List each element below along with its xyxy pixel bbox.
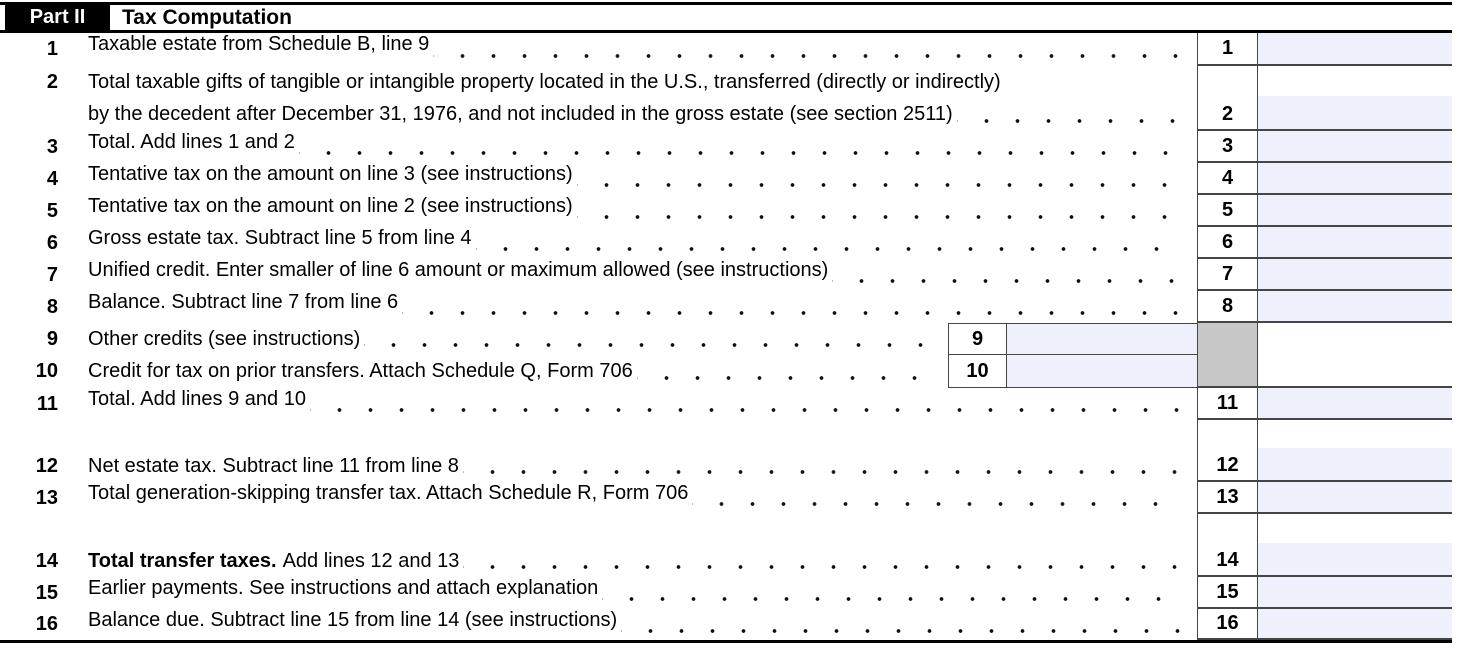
line-1-number: 1	[46, 38, 58, 60]
line-4-amount-field[interactable]	[1258, 163, 1452, 195]
line-3-description: Total. Add lines 1 and 2	[88, 131, 295, 153]
table-row-line-3	[0, 131, 1452, 163]
line-16-number: 16	[35, 613, 58, 635]
line-14-amount-field[interactable]	[1258, 514, 1452, 577]
part-label: Part II	[5, 2, 110, 33]
table-row-line-14	[0, 514, 1452, 577]
part-title: Tax Computation	[122, 5, 292, 29]
table-row-line-2	[0, 66, 1452, 131]
line-12-number: 12	[35, 454, 58, 477]
line-12-amount-field[interactable]	[1258, 420, 1452, 482]
line-7-amount-field[interactable]	[1258, 259, 1452, 291]
line-13-number: 13	[35, 486, 58, 509]
dot-leader	[577, 163, 1181, 195]
line-9-description: Other credits (see instructions)	[88, 327, 361, 350]
dot-leader	[602, 577, 1181, 609]
line-2-number: 2	[46, 70, 58, 93]
dot-leader	[832, 259, 1181, 291]
line-3-amount-field[interactable]	[1258, 131, 1452, 163]
line-5-description: Tentative tax on the amount on line 2 (see instructions)	[88, 195, 573, 217]
line-13-amount-field[interactable]	[1258, 482, 1452, 514]
dot-leader	[433, 33, 1181, 66]
dot-leader	[299, 131, 1181, 163]
line-10-number: 10	[35, 360, 58, 382]
line-9-number: 9	[46, 327, 58, 350]
table-row-line-4	[0, 163, 1452, 195]
line-7-description: Unified credit. Enter smaller of line 6 amount or maximum allowed (see instructions)	[88, 259, 829, 281]
dot-leader	[476, 227, 1181, 259]
line-5-number: 5	[46, 199, 58, 222]
line-12-box-number: 12	[1197, 420, 1258, 482]
table-row-line-15	[0, 577, 1452, 609]
line-14-description: Add lines 12 and 13	[282, 549, 460, 572]
line-15-description: Earlier payments. See instructions and attach explanation	[88, 577, 599, 599]
line-8-box-number: 8	[1197, 291, 1258, 323]
line-6-description: Gross estate tax. Subtract line 5 from line 4	[88, 227, 472, 249]
line-6-box-number: 6	[1197, 227, 1258, 259]
dot-leader	[310, 388, 1181, 420]
shaded-cell	[1197, 323, 1258, 388]
line-4-number: 4	[46, 167, 58, 190]
line-13-description: Total generation-skipping transfer tax. Attach Schedule R, Form 706	[88, 482, 689, 504]
line-9-amount-field[interactable]	[1007, 323, 1197, 355]
dot-leader	[692, 482, 1181, 514]
line-2-description-line1: Total taxable gifts of tangible or intangible property located in the U.S., transferred (directly or indirectly)	[88, 70, 1001, 93]
line-4-box-number: 4	[1197, 163, 1258, 195]
line-3-number: 3	[46, 135, 58, 158]
table-row-line-1	[0, 33, 1452, 66]
line-14-description-bold: Total transfer taxes.	[88, 549, 277, 572]
line-8-description: Balance. Subtract line 7 from line 6	[88, 291, 399, 313]
line-5-amount-field[interactable]	[1258, 195, 1452, 227]
table-rows-lines-9-10	[0, 323, 1452, 388]
table-row-line-12	[0, 420, 1452, 482]
line-2-amount-field[interactable]	[1258, 66, 1452, 131]
line-2-description-line2: by the decedent after December 31, 1976, and not included in the gross estate (see section 2511)	[88, 103, 953, 125]
line-16-box-number: 16	[1197, 609, 1258, 640]
lines-9-10-text-block	[0, 323, 1197, 388]
dot-leader	[621, 609, 1181, 640]
dot-leader	[402, 291, 1181, 323]
dot-leader	[364, 323, 932, 355]
line-13-box-number: 13	[1197, 482, 1258, 514]
bottom-rule	[0, 640, 1452, 643]
line-14-amount-fill[interactable]	[1258, 543, 1452, 575]
line-16-amount-field[interactable]	[1258, 609, 1452, 640]
line-7-box-number: 7	[1197, 259, 1258, 291]
lines-9-10-blank-cell	[1258, 323, 1452, 388]
line-4-description: Tentative tax on the amount on line 3 (see instructions)	[88, 163, 573, 185]
table-row-line-11	[0, 388, 1452, 420]
dot-leader	[637, 355, 932, 388]
line-12-description: Net estate tax. Subtract line 11 from line 8	[88, 454, 459, 477]
line-11-amount-field[interactable]	[1258, 388, 1452, 420]
table-row-line-6	[0, 227, 1452, 259]
line-1-box-number: 1	[1197, 33, 1258, 66]
line-16-description: Balance due. Subtract line 15 from line 14 (see instructions)	[88, 609, 618, 631]
table-row-line-13	[0, 482, 1452, 514]
line-14-number: 14	[35, 549, 58, 572]
line-8-amount-field[interactable]	[1258, 291, 1452, 323]
dot-leader	[577, 195, 1181, 227]
line-1-amount-field[interactable]	[1258, 33, 1452, 66]
line-2-text-block	[0, 66, 1197, 131]
line-12-text-block	[0, 420, 1197, 482]
line-3-box-number: 3	[1197, 131, 1258, 163]
line-2-amount-fill[interactable]	[1258, 96, 1452, 129]
line-14-box-number: 14	[1197, 514, 1258, 577]
table-row-line-7	[0, 259, 1452, 291]
part-header	[0, 2, 1452, 33]
line-7-number: 7	[46, 263, 58, 286]
line-8-number: 8	[46, 295, 58, 318]
dot-leader	[463, 450, 1181, 482]
dot-leader	[957, 98, 1181, 131]
line-10-description: Credit for tax on prior transfers. Attach Schedule Q, Form 706	[88, 360, 633, 382]
line-11-description: Total. Add lines 9 and 10	[88, 388, 306, 410]
line-15-box-number: 15	[1197, 577, 1258, 609]
table-row-line-5	[0, 195, 1452, 227]
line-2-box-number: 2	[1197, 66, 1258, 131]
line-11-number: 11	[36, 392, 58, 415]
dot-leader	[463, 545, 1181, 577]
line-15-amount-field[interactable]	[1258, 577, 1452, 609]
line-1-description: Taxable estate from Schedule B, line 9	[88, 33, 430, 55]
line-10-amount-field[interactable]	[1007, 355, 1197, 388]
line-6-amount-field[interactable]	[1258, 227, 1452, 259]
line-14-text-block	[0, 514, 1197, 577]
line-9-box-number: 9	[948, 323, 1007, 355]
line-12-amount-fill[interactable]	[1258, 448, 1452, 480]
table-row-line-8	[0, 291, 1452, 323]
line-15-number: 15	[35, 581, 58, 604]
table-row-line-16	[0, 609, 1452, 640]
line-5-box-number: 5	[1197, 195, 1258, 227]
line-6-number: 6	[46, 231, 58, 254]
line-10-box-number: 10	[948, 355, 1007, 388]
line-11-box-number: 11	[1197, 388, 1258, 420]
